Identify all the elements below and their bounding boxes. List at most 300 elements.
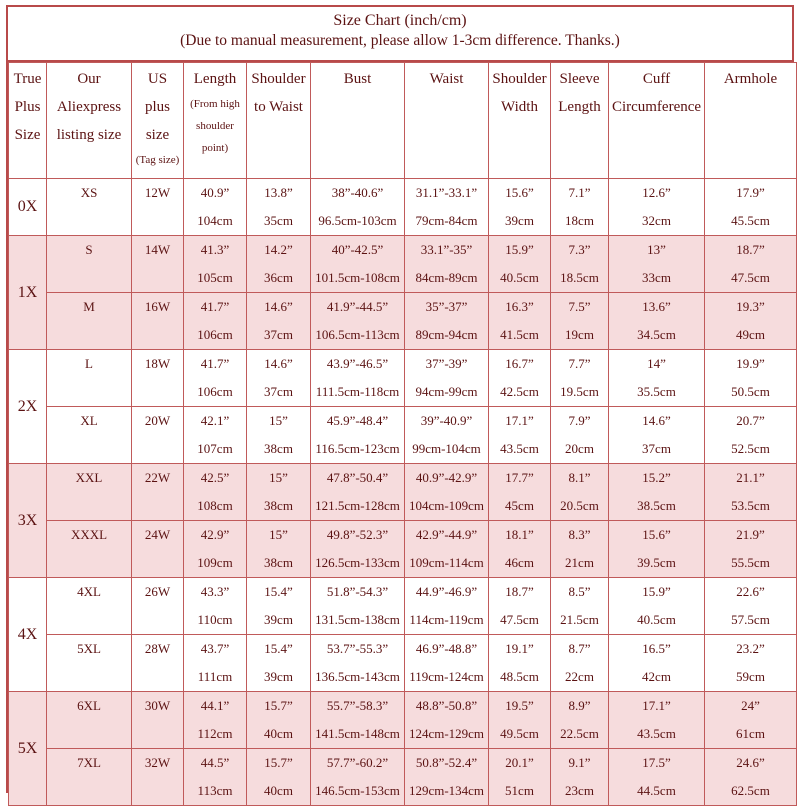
length-cell (184, 749, 247, 806)
length-cell (184, 236, 247, 293)
shoulder-width-cell (489, 350, 551, 407)
us-size-cell (132, 578, 184, 635)
armhole-cm: 55.5cm (731, 555, 770, 570)
true-plus-size-cell (9, 236, 47, 350)
sleeve-length-inch: 8.3” (568, 527, 591, 542)
header-true-plus-size: True Plus Size (9, 63, 47, 179)
header-shoulder-to-waist: Shoulder to Waist (247, 63, 311, 179)
sleeve-length-inch: 8.5” (568, 584, 591, 599)
armhole-cm: 49cm (736, 327, 765, 342)
true-plus-size-cell (9, 179, 47, 236)
us-size-cell (132, 464, 184, 521)
chart-title: Size Chart (inch/cm) (333, 12, 467, 29)
armhole-cell (705, 521, 797, 578)
cuff-inch: 13.6” (642, 299, 671, 314)
waist-inch: 48.8”-50.8” (415, 698, 478, 713)
length-cell (184, 635, 247, 692)
length-cell (184, 407, 247, 464)
cuff-cell (609, 749, 705, 806)
armhole-inch: 20.7” (736, 413, 765, 428)
cuff-inch: 17.1” (642, 698, 671, 713)
armhole-inch: 18.7” (736, 242, 765, 257)
sleeve-length-cell (551, 236, 609, 293)
shoulder-width-cell (489, 692, 551, 749)
waist-cm: 104cm-109cm (408, 498, 485, 513)
sleeve-length-cell (551, 407, 609, 464)
length-inch: 40.9” (200, 185, 230, 200)
shoulder-width-inch: 16.3” (505, 299, 534, 314)
bust-cm: 136.5cm-143cm (315, 669, 400, 684)
bust-cm: 121.5cm-128cm (315, 498, 400, 513)
armhole-cm: 61cm (736, 726, 765, 741)
sleeve-length-inch: 7.5” (568, 299, 591, 314)
title-bar (8, 7, 792, 62)
bust-cell (311, 635, 405, 692)
table-row (9, 635, 797, 692)
true-plus-size-label: 5X (17, 739, 38, 757)
listing-size-cell (47, 749, 132, 806)
shoulder-width-inch: 17.1” (505, 413, 534, 428)
shoulder-width-inch: 20.1” (505, 755, 534, 770)
sleeve-length-cell (551, 692, 609, 749)
sleeve-length-cm: 23cm (565, 783, 594, 798)
armhole-cell (705, 635, 797, 692)
us-size-value: 24W (144, 527, 171, 542)
sleeve-length-cell (551, 179, 609, 236)
shoulder-width-cm: 41.5cm (500, 327, 539, 342)
waist-cell (405, 179, 489, 236)
length-inch: 42.5” (200, 470, 230, 485)
armhole-cell (705, 236, 797, 293)
listing-size-cell (47, 179, 132, 236)
shoulder-width-cell (489, 578, 551, 635)
armhole-cell (705, 464, 797, 521)
table-row (9, 179, 797, 236)
length-inch: 41.7” (200, 299, 230, 314)
sleeve-length-inch: 9.1” (568, 755, 591, 770)
sleeve-length-inch: 8.7” (568, 641, 591, 656)
bust-cm: 101.5cm-108cm (315, 270, 400, 285)
listing-size-value: 6XL (77, 698, 101, 713)
bust-cell (311, 749, 405, 806)
shoulder-to-waist-cm: 38cm (264, 555, 293, 570)
shoulder-to-waist-inch: 15.7” (264, 755, 293, 770)
shoulder-to-waist-inch: 15.7” (264, 698, 293, 713)
shoulder-to-waist-cm: 36cm (264, 270, 293, 285)
cuff-inch: 13” (647, 242, 666, 257)
size-chart (6, 5, 794, 798)
cuff-cell (609, 692, 705, 749)
armhole-cm: 45.5cm (731, 213, 770, 228)
us-size-value: 28W (144, 641, 171, 656)
armhole-cm: 50.5cm (731, 384, 770, 399)
listing-size-value: M (83, 299, 95, 314)
listing-size-cell (47, 407, 132, 464)
waist-cell (405, 293, 489, 350)
table-row (9, 578, 797, 635)
bust-cm: 131.5cm-138cm (315, 612, 400, 627)
cuff-cm: 39.5cm (637, 555, 676, 570)
shoulder-to-waist-cm: 37cm (264, 327, 293, 342)
bust-inch: 47.8”-50.4” (326, 470, 389, 485)
waist-cell (405, 236, 489, 293)
cuff-cell (609, 179, 705, 236)
true-plus-size-label: 4X (17, 625, 38, 643)
waist-cell (405, 692, 489, 749)
shoulder-width-inch: 19.1” (505, 641, 534, 656)
armhole-inch: 19.9” (736, 356, 765, 371)
us-size-value: 32W (144, 755, 171, 770)
bust-cell (311, 293, 405, 350)
waist-inch: 35”-37” (425, 299, 468, 314)
length-cm: 107cm (197, 441, 233, 456)
armhole-cell (705, 293, 797, 350)
armhole-cell (705, 407, 797, 464)
cuff-cell (609, 578, 705, 635)
armhole-cm: 59cm (736, 669, 765, 684)
bust-inch: 40”-42.5” (331, 242, 384, 257)
armhole-cell (705, 578, 797, 635)
length-cm: 108cm (197, 498, 233, 513)
length-cell (184, 464, 247, 521)
true-plus-size-label: 1X (17, 283, 38, 301)
shoulder-to-waist-cell (247, 521, 311, 578)
listing-size-cell (47, 464, 132, 521)
cuff-cm: 32cm (642, 213, 671, 228)
header-us-size: US plus size (Tag size) (132, 63, 184, 179)
sleeve-length-cm: 21.5cm (560, 612, 599, 627)
listing-size-value: XXXL (70, 527, 108, 542)
listing-size-value: 7XL (77, 755, 101, 770)
table-row (9, 692, 797, 749)
cuff-cell (609, 464, 705, 521)
length-inch: 43.3” (200, 584, 230, 599)
shoulder-to-waist-cell (247, 635, 311, 692)
header-length: Length (From high shoulder point) (184, 63, 247, 179)
armhole-inch: 19.3” (736, 299, 765, 314)
us-size-value: 30W (144, 698, 171, 713)
length-inch: 44.5” (200, 755, 230, 770)
listing-size-cell (47, 521, 132, 578)
us-size-cell (132, 350, 184, 407)
armhole-inch: 24” (741, 698, 760, 713)
shoulder-width-cm: 47.5cm (500, 612, 539, 627)
us-size-value: 12W (144, 185, 171, 200)
listing-size-value: XL (80, 413, 98, 428)
bust-cm: 111.5cm-118cm (315, 384, 400, 399)
shoulder-width-cell (489, 179, 551, 236)
header-cuff: Cuff Circumference (609, 63, 705, 179)
length-cm: 113cm (197, 783, 233, 798)
shoulder-to-waist-cell (247, 350, 311, 407)
header-row (9, 63, 797, 179)
table-row (9, 293, 797, 350)
length-cell (184, 578, 247, 635)
length-cell (184, 293, 247, 350)
header-sleeve-length: Sleeve Length (551, 63, 609, 179)
sleeve-length-cell (551, 521, 609, 578)
bust-inch: 49.8”-52.3” (326, 527, 389, 542)
cuff-inch: 17.5” (642, 755, 671, 770)
listing-size-value: S (85, 242, 93, 257)
shoulder-to-waist-cm: 39cm (264, 612, 293, 627)
waist-inch: 42.9”-44.9” (415, 527, 478, 542)
shoulder-width-cell (489, 407, 551, 464)
us-size-value: 22W (144, 470, 171, 485)
shoulder-width-cell (489, 236, 551, 293)
shoulder-width-inch: 17.7” (505, 470, 534, 485)
header-armhole: Armhole (705, 63, 797, 179)
waist-cell (405, 464, 489, 521)
true-plus-size-label: 0X (17, 198, 38, 215)
shoulder-width-cm: 51cm (505, 783, 534, 798)
shoulder-width-cm: 42.5cm (500, 384, 539, 399)
length-inch: 41.7” (200, 356, 230, 371)
shoulder-width-cm: 46cm (505, 555, 534, 570)
shoulder-to-waist-inch: 14.2” (264, 242, 293, 257)
waist-cell (405, 578, 489, 635)
armhole-cm: 53.5cm (731, 498, 770, 513)
shoulder-width-inch: 19.5” (505, 698, 534, 713)
table-row (9, 350, 797, 407)
armhole-cell (705, 692, 797, 749)
shoulder-to-waist-cm: 35cm (264, 213, 293, 228)
sleeve-length-cm: 19.5cm (560, 384, 599, 399)
cuff-cell (609, 407, 705, 464)
cuff-cell (609, 236, 705, 293)
shoulder-to-waist-cm: 37cm (264, 384, 293, 399)
listing-size-cell (47, 635, 132, 692)
us-size-value: 18W (144, 356, 171, 371)
shoulder-width-cm: 45cm (505, 498, 534, 513)
sleeve-length-cm: 18.5cm (560, 270, 599, 285)
shoulder-width-cm: 48.5cm (500, 669, 539, 684)
cuff-cell (609, 350, 705, 407)
us-size-cell (132, 749, 184, 806)
sleeve-length-cell (551, 464, 609, 521)
shoulder-to-waist-inch: 14.6” (264, 356, 293, 371)
armhole-cm: 62.5cm (731, 783, 770, 798)
waist-inch: 39”-40.9” (420, 413, 473, 428)
length-cm: 112cm (197, 726, 233, 741)
shoulder-width-cm: 39cm (505, 213, 534, 228)
bust-cm: 106.5cm-113cm (315, 327, 400, 342)
bust-cell (311, 578, 405, 635)
bust-cell (311, 692, 405, 749)
waist-cm: 114cm-119cm (409, 612, 484, 627)
length-cm: 106cm (197, 327, 233, 342)
table-row (9, 464, 797, 521)
shoulder-width-cm: 43.5cm (500, 441, 539, 456)
bust-inch: 45.9”-48.4” (326, 413, 389, 428)
waist-inch: 46.9”-48.8” (415, 641, 478, 656)
waist-cell (405, 521, 489, 578)
armhole-inch: 23.2” (736, 641, 765, 656)
waist-inch: 44.9”-46.9” (415, 584, 478, 599)
length-cm: 110cm (197, 612, 233, 627)
length-cm: 111cm (197, 669, 233, 684)
sleeve-length-inch: 7.9” (568, 413, 591, 428)
cuff-cm: 33cm (642, 270, 671, 285)
length-inch: 43.7” (200, 641, 230, 656)
cuff-cm: 40.5cm (637, 612, 676, 627)
listing-size-value: XS (80, 185, 98, 200)
cuff-inch: 15.6” (642, 527, 671, 542)
cuff-inch: 15.2” (642, 470, 671, 485)
shoulder-width-cm: 49.5cm (500, 726, 539, 741)
sleeve-length-inch: 8.1” (568, 470, 591, 485)
length-inch: 44.1” (200, 698, 230, 713)
shoulder-to-waist-cell (247, 692, 311, 749)
header-waist: Waist (405, 63, 489, 179)
bust-inch: 41.9”-44.5” (326, 299, 389, 314)
table-row (9, 749, 797, 806)
shoulder-to-waist-cm: 38cm (264, 441, 293, 456)
bust-inch: 55.7”-58.3” (326, 698, 389, 713)
listing-size-value: 5XL (77, 641, 101, 656)
sleeve-length-cm: 20.5cm (560, 498, 599, 513)
armhole-cm: 57.5cm (731, 612, 770, 627)
cuff-cm: 37cm (642, 441, 671, 456)
table-body (9, 179, 797, 806)
bust-cell (311, 521, 405, 578)
armhole-cell (705, 350, 797, 407)
us-size-value: 20W (144, 413, 171, 428)
armhole-cell (705, 179, 797, 236)
table-row (9, 521, 797, 578)
listing-size-cell (47, 236, 132, 293)
sleeve-length-cm: 22.5cm (560, 726, 599, 741)
armhole-inch: 17.9” (736, 185, 765, 200)
shoulder-to-waist-inch: 15.4” (264, 641, 293, 656)
header-bust: Bust (311, 63, 405, 179)
waist-cm: 79cm-84cm (415, 213, 478, 228)
header-shoulder-width: Shoulder Width (489, 63, 551, 179)
shoulder-width-cell (489, 464, 551, 521)
armhole-inch: 24.6” (736, 755, 765, 770)
us-size-cell (132, 407, 184, 464)
bust-inch: 43.9”-46.5” (326, 356, 389, 371)
shoulder-to-waist-inch: 15” (269, 527, 288, 542)
bust-inch: 51.8”-54.3” (326, 584, 389, 599)
cuff-cm: 43.5cm (637, 726, 676, 741)
shoulder-width-cm: 40.5cm (500, 270, 539, 285)
bust-inch: 38”-40.6” (331, 185, 384, 200)
chart-subtitle: (Due to manual measurement, please allow 1-3cm difference. Thanks.) (180, 32, 620, 49)
length-inch: 42.9” (200, 527, 230, 542)
shoulder-to-waist-cell (247, 236, 311, 293)
cuff-cell (609, 635, 705, 692)
waist-cm: 94cm-99cm (415, 384, 478, 399)
bust-cm: 96.5cm-103cm (318, 213, 397, 228)
cuff-inch: 15.9” (642, 584, 671, 599)
cuff-cell (609, 521, 705, 578)
listing-size-cell (47, 692, 132, 749)
shoulder-width-inch: 16.7” (505, 356, 534, 371)
armhole-cm: 47.5cm (731, 270, 770, 285)
waist-cm: 99cm-104cm (412, 441, 481, 456)
armhole-cm: 52.5cm (731, 441, 770, 456)
shoulder-width-cell (489, 293, 551, 350)
sleeve-length-cell (551, 578, 609, 635)
true-plus-size-cell (9, 350, 47, 464)
listing-size-value: 4XL (77, 584, 101, 599)
bust-cell (311, 464, 405, 521)
cuff-cm: 34.5cm (637, 327, 676, 342)
armhole-inch: 21.9” (736, 527, 765, 542)
waist-cm: 119cm-124cm (409, 669, 484, 684)
us-size-cell (132, 293, 184, 350)
us-size-cell (132, 179, 184, 236)
sleeve-length-cm: 18cm (565, 213, 594, 228)
us-size-value: 16W (144, 299, 171, 314)
waist-cm: 124cm-129cm (408, 726, 485, 741)
cuff-cm: 44.5cm (637, 783, 676, 798)
bust-inch: 57.7”-60.2” (326, 755, 389, 770)
length-inch: 42.1” (200, 413, 230, 428)
shoulder-width-cell (489, 749, 551, 806)
true-plus-size-cell (9, 692, 47, 806)
waist-inch: 37”-39” (425, 356, 468, 371)
listing-size-cell (47, 578, 132, 635)
sleeve-length-cell (551, 293, 609, 350)
true-plus-size-cell (9, 464, 47, 578)
shoulder-width-cell (489, 635, 551, 692)
us-size-cell (132, 635, 184, 692)
listing-size-cell (47, 293, 132, 350)
us-size-value: 14W (144, 242, 171, 257)
bust-inch: 53.7”-55.3” (326, 641, 389, 656)
shoulder-to-waist-cell (247, 179, 311, 236)
true-plus-size-label: 3X (17, 511, 38, 529)
waist-inch: 50.8”-52.4” (415, 755, 478, 770)
waist-cell (405, 350, 489, 407)
shoulder-width-inch: 15.9” (505, 242, 534, 257)
shoulder-to-waist-cm: 40cm (264, 726, 293, 741)
bust-cm: 116.5cm-123cm (315, 441, 400, 456)
shoulder-to-waist-cm: 39cm (264, 669, 293, 684)
sleeve-length-inch: 8.9” (568, 698, 591, 713)
cuff-inch: 16.5” (642, 641, 671, 656)
shoulder-to-waist-cm: 38cm (264, 498, 293, 513)
us-size-cell (132, 521, 184, 578)
bust-cm: 141.5cm-148cm (315, 726, 400, 741)
length-cm: 104cm (197, 213, 233, 228)
shoulder-to-waist-inch: 15” (269, 470, 288, 485)
sleeve-length-cell (551, 350, 609, 407)
bust-cm: 146.5cm-153cm (315, 783, 400, 798)
waist-cm: 129cm-134cm (408, 783, 485, 798)
waist-cell (405, 635, 489, 692)
true-plus-size-label: 2X (17, 397, 38, 415)
cuff-inch: 14.6” (642, 413, 671, 428)
bust-cell (311, 350, 405, 407)
table-row (9, 236, 797, 293)
waist-inch: 33.1”-35” (420, 242, 473, 257)
sleeve-length-inch: 7.1” (568, 185, 591, 200)
sleeve-length-cm: 21cm (565, 555, 594, 570)
waist-cell (405, 407, 489, 464)
armhole-inch: 21.1” (736, 470, 765, 485)
cuff-cm: 42cm (642, 669, 671, 684)
length-cm: 106cm (197, 384, 233, 399)
waist-cm: 109cm-114cm (409, 555, 484, 570)
waist-cm: 84cm-89cm (415, 270, 478, 285)
shoulder-to-waist-cell (247, 578, 311, 635)
length-cell (184, 692, 247, 749)
length-cell (184, 350, 247, 407)
shoulder-to-waist-cell (247, 293, 311, 350)
